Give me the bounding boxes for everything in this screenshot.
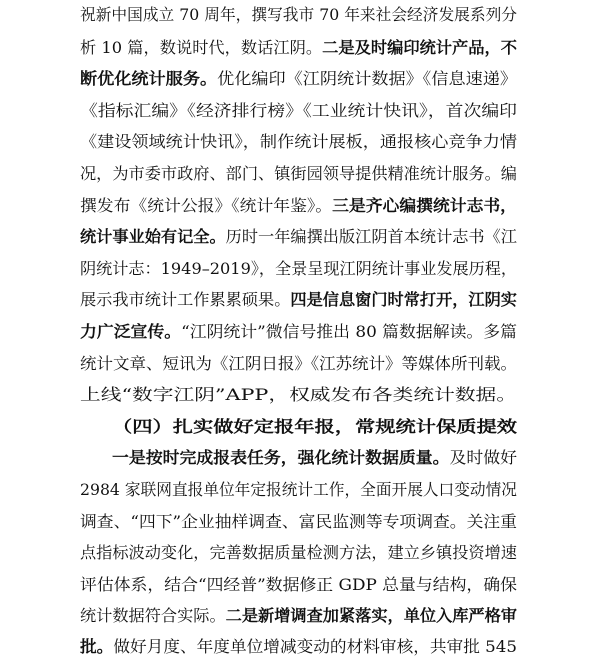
text-line [0, 317, 604, 347]
text-segment: 做好月度、年度单位增减变动的材料审核，共审批 545 [113, 637, 517, 656]
bold-text-segment: 二是新增调查加紧落实，单位入库严格审 [225, 606, 517, 625]
text-line [0, 475, 604, 505]
text-line [0, 570, 604, 600]
bold-text-segment: 批。 [80, 637, 114, 656]
text-line [0, 349, 604, 379]
text-line [0, 64, 604, 94]
text-segment: 撰发布《统计公报》《统计年鉴》。 [80, 196, 333, 215]
text-line [0, 127, 604, 157]
text-segment: 及时做好 [449, 448, 517, 467]
text-segment: 《指标汇编》《经济排行榜》《工业统计快讯》，首次编印 [80, 101, 518, 120]
bold-text-segment: 断优化统计服务。 [80, 69, 218, 88]
text-line [0, 254, 604, 284]
text-segment: 统计文章、短讯为《江阴日报》《江苏统计》等媒体所刊载。 [80, 354, 517, 373]
bold-text-segment: 统计事业始有记全。 [80, 227, 226, 246]
text-segment: 统计数据符合实际。 [80, 606, 226, 625]
section-heading [0, 412, 604, 442]
bold-text-segment: 一是按时完成报表任务，强化统计数据质量。 [112, 448, 450, 467]
text-segment: 况，为市委市政府、部门、镇街园领导提供精准统计服务。编 [80, 164, 517, 183]
text-segment: “江阴统计”微信号推出 80 篇数据解读。多篇 [181, 322, 517, 341]
text-segment: 历时一年编撰出版江阴首本统计志书《江 [225, 227, 517, 246]
text-segment: 阴统计志：1949–2019》，全景呈现江阴统计事业发展历程， [80, 259, 518, 278]
bold-text-segment: 三是齐心编撰统计志书， [332, 196, 517, 215]
text-line [0, 0, 604, 30]
text-segment: 祝新中国成立 70 周年，撰写我市 70 年来社会经济发展系列分 [80, 5, 518, 24]
text-segment: 《建设领域统计快讯》，制作统计展板，通报核心竞争力情 [80, 132, 517, 151]
text-line [0, 507, 604, 537]
text-line [0, 33, 604, 63]
text-line [0, 632, 604, 662]
bold-text-segment: 四是信息窗门时常打开，江阴实 [290, 290, 517, 309]
text-line [0, 96, 604, 126]
text-segment: 点指标波动变化，完善数据质量检测方法，建立乡镇投资增速 [80, 543, 517, 562]
bold-text-segment: 力广泛宣传。 [80, 322, 182, 341]
text-segment: 调查、“四下”企业抽样调查、富民监测等专项调查。关注重 [80, 512, 517, 531]
text-segment: 上线“数字江阴”APP，权威发布各类统计数据。 [80, 385, 518, 404]
text-line [0, 538, 604, 568]
bold-text-segment: 二是及时编印统计产品，不 [322, 38, 518, 57]
text-segment: 2984 家联网直报单位年定报统计工作，全面开展人口变动情况 [80, 480, 517, 499]
text-line [0, 191, 604, 221]
text-segment: 评估体系，结合“四经普”数据修正 GDP 总量与结构，确保 [80, 575, 517, 594]
text-line [0, 601, 604, 631]
text-line [0, 380, 604, 410]
text-line [0, 159, 604, 189]
text-segment: 优化编印《江阴统计数据》《信息速递》 [217, 69, 518, 88]
bold-text-segment: （四）扎实做好定报年报，常规统计保质提效 [112, 417, 518, 436]
text-line [0, 443, 604, 473]
text-segment: 析 10 篇，数说时代，数话江阴。 [80, 38, 323, 57]
text-segment: 展示我市统计工作累累硕果。 [80, 290, 291, 309]
text-line [0, 222, 604, 252]
text-line [0, 285, 604, 315]
